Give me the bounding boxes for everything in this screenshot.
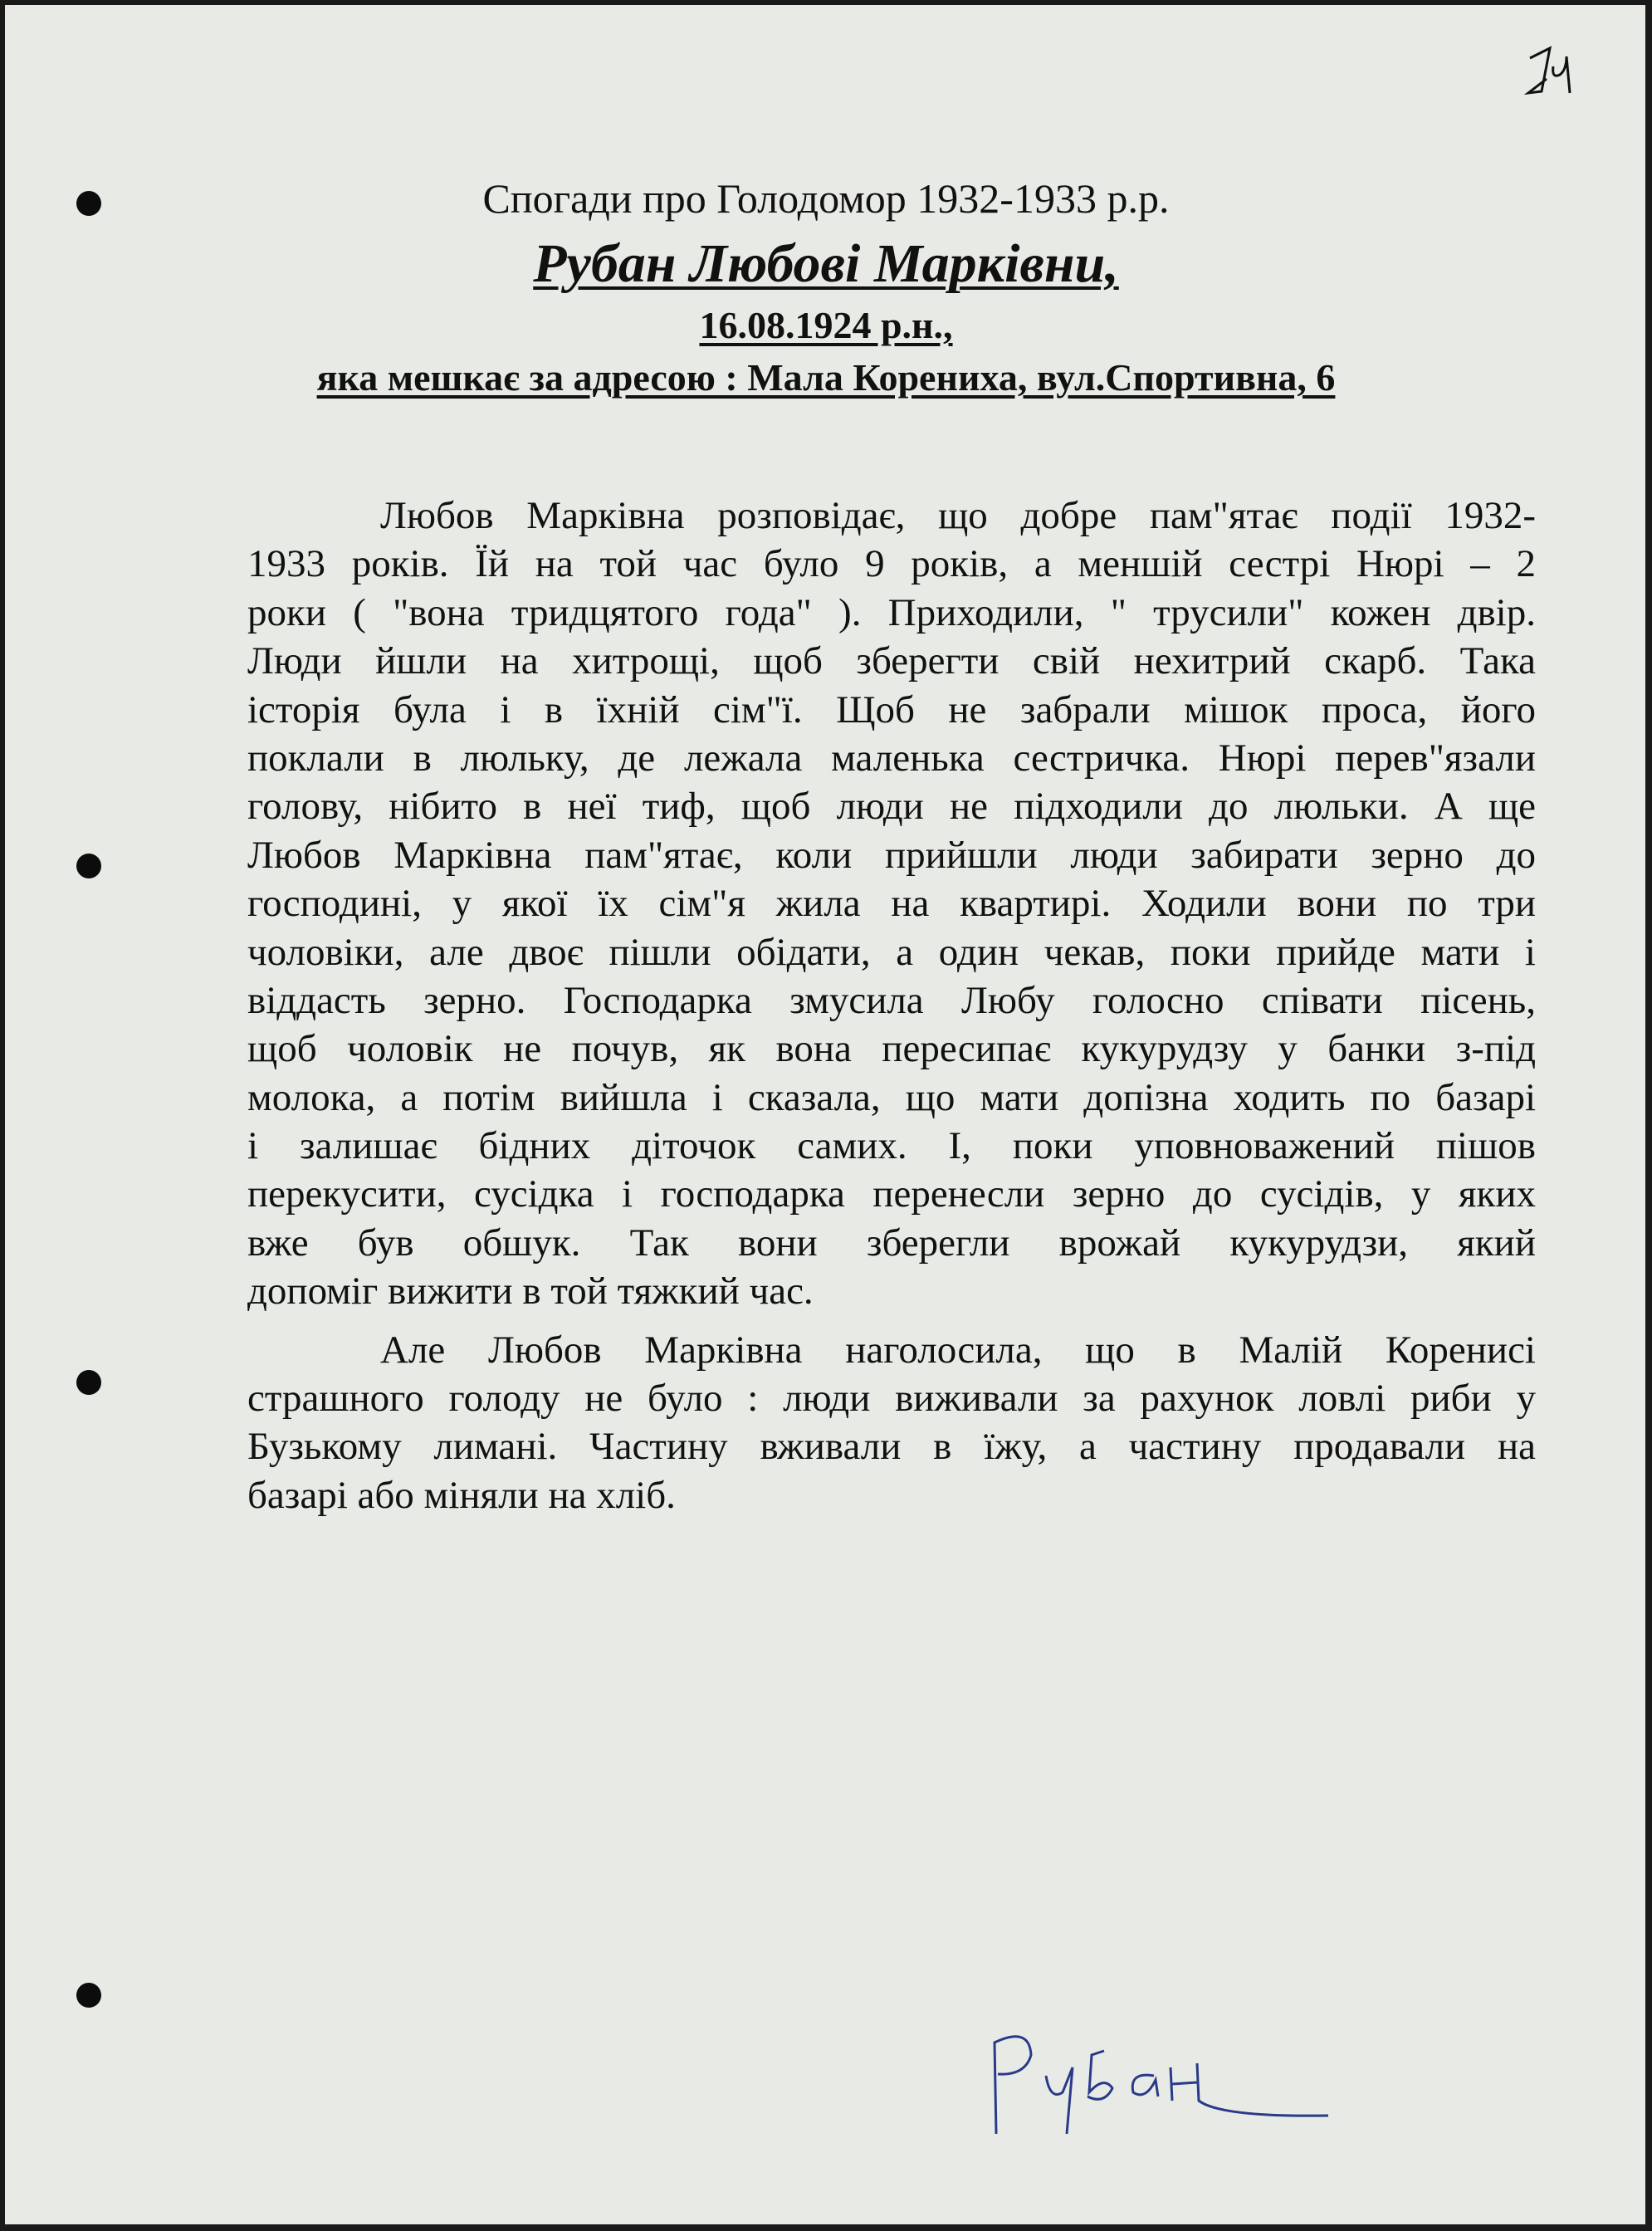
- text-line: Любов Марківна пам"ятає, коли прийшли люди забирати зерно до: [247, 833, 1536, 877]
- text-line: історія була і в їхній сім"ї. Щоб не забрали мішок проса, його: [247, 687, 1536, 731]
- person-name-text: Рубан Любові Марківни,: [533, 233, 1119, 294]
- text-line: молока, а потім вийшла і сказала, що мати допізна ходить по базарі: [247, 1075, 1536, 1119]
- birth-date-text: 16.08.1924 р.н.,: [699, 304, 953, 346]
- text-line: чоловіки, але двоє пішли обідати, а один чекав, поки прийде мати і: [247, 930, 1536, 974]
- address-text: яка мешкає за адресою : Мала Корениха, вул.Спортивна, 6: [316, 356, 1336, 399]
- text-line: щоб чоловік не почув, як вона пересипає кукурудзу у банки з-під: [247, 1027, 1536, 1071]
- text-line: вже був обшук. Так вони зберегли врожай кукурудзи, який: [247, 1221, 1536, 1265]
- address: [0, 355, 1652, 400]
- punch-hole: [76, 1370, 101, 1395]
- text-line: Любов Марківна розповідає, що добре пам"ятає події 1932-: [380, 494, 1536, 537]
- document-title: Спогади про Голодомор 1932-1933 р.р.: [482, 175, 1170, 222]
- document-body: [247, 492, 1536, 1529]
- text-line: 1933 років. Їй на той час було 9 років, а меншій сестрі Нюрі – 2: [247, 542, 1536, 586]
- text-line: допоміг вижити в той тяжкий час.: [247, 1270, 814, 1314]
- handwritten-folio-number: [1523, 42, 1581, 100]
- text-line: страшного голоду не було : люди виживали за рахунок ловлі риби у: [247, 1377, 1536, 1421]
- punch-hole: [76, 1983, 101, 2008]
- birth-date: [0, 303, 1652, 348]
- text-line: віддасть зерно. Господарка змусила Любу голосно співати пісень,: [247, 978, 1536, 1022]
- text-line: Бузькому лимані. Частину вживали в їжу, а частину продавали на: [247, 1425, 1536, 1469]
- paragraph-1: [247, 492, 1536, 1316]
- text-line: роки ( "вона тридцятого года" ). Приходили, " трусили" кожен двір.: [247, 590, 1536, 634]
- person-name: [0, 232, 1652, 296]
- text-line: перекусити, сусідка і господарка перенесли зерно до сусідів, у яких: [247, 1172, 1536, 1216]
- text-line: господині, у якої їх сім"я жила на квартирі. Ходили вони по три: [247, 882, 1536, 926]
- text-line: голову, нібито в неї тиф, щоб люди не підходили до люльки. А ще: [247, 785, 1536, 829]
- punch-hole: [76, 854, 101, 878]
- text-line: базарі або міняли на хліб.: [247, 1473, 676, 1517]
- text-line: і залишає бідних діточок самих. І, поки уповноважений пішов: [247, 1124, 1536, 1168]
- text-line: Люди йшли на хитрощі, щоб зберегти свій нехитрий скарб. Така: [247, 639, 1536, 683]
- handwritten-signature: [980, 2009, 1345, 2159]
- text-line: Але Любов Марківна наголосила, що в Малій Коренисі: [380, 1328, 1536, 1372]
- text-line: поклали в люльку, де лежала маленька сестричка. Нюрі перев"язали: [247, 736, 1536, 780]
- paragraph-2: [247, 1326, 1536, 1520]
